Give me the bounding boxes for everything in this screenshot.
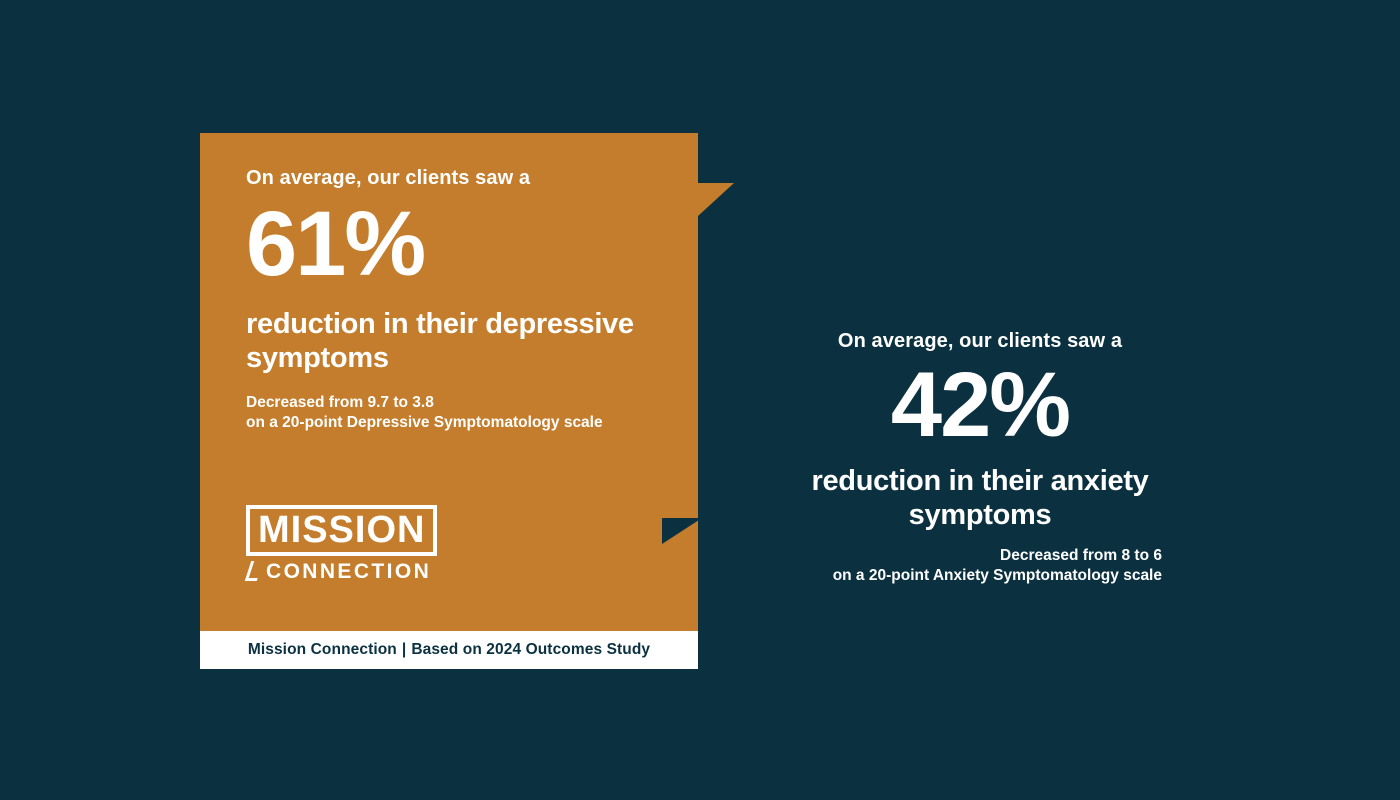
logo-subtext-row xyxy=(246,560,446,584)
logo-subtext: CONNECTION xyxy=(266,560,432,583)
depression-detail-prefix: Decreased from xyxy=(246,394,368,412)
depression-detail xyxy=(246,393,658,434)
anxiety-detail-prefix: Decreased from xyxy=(1000,547,1122,565)
depression-detail-to: 3.8 xyxy=(412,394,434,412)
footer-divider: | xyxy=(401,641,407,658)
depression-detail-from: 9.7 xyxy=(367,394,390,412)
depression-detail-suffix: on a 20-point Depressive Symptomatology scale xyxy=(246,414,603,432)
anxiety-detail-to: 6 xyxy=(1153,547,1162,565)
anxiety-detail-suffix: on a 20-point Anxiety Symptomatology scale xyxy=(832,567,1162,585)
depression-stat-card xyxy=(200,133,698,669)
source-footer-bar xyxy=(200,631,698,669)
check-icon xyxy=(246,561,262,583)
anxiety-subtitle: reduction in their anxiety symptoms xyxy=(811,464,1149,531)
bubble-notch-top-icon xyxy=(698,183,734,216)
depression-percentage: 61% xyxy=(246,193,425,295)
depression-detail-mid: to xyxy=(389,394,413,412)
depression-subtitle: reduction in their depressive symptoms xyxy=(246,307,634,374)
anxiety-lead-text: On average, our clients saw a xyxy=(837,330,1123,352)
mission-connection-logo xyxy=(246,505,446,584)
anxiety-detail-from: 8 xyxy=(1121,547,1131,565)
anxiety-stat-block xyxy=(790,330,1170,587)
bubble-notch-bottom-icon xyxy=(662,518,702,544)
anxiety-detail-mid: to xyxy=(1130,547,1154,565)
depression-card-content xyxy=(246,167,658,434)
anxiety-percentage: 42% xyxy=(890,354,1070,456)
footer-brand: Mission Connection xyxy=(247,641,397,658)
depression-lead-text: On average, our clients saw a xyxy=(246,167,531,189)
logo-wordmark: MISSION xyxy=(246,505,437,556)
footer-source: Based on 2024 Outcomes Study xyxy=(411,641,651,658)
anxiety-detail xyxy=(790,546,1170,587)
